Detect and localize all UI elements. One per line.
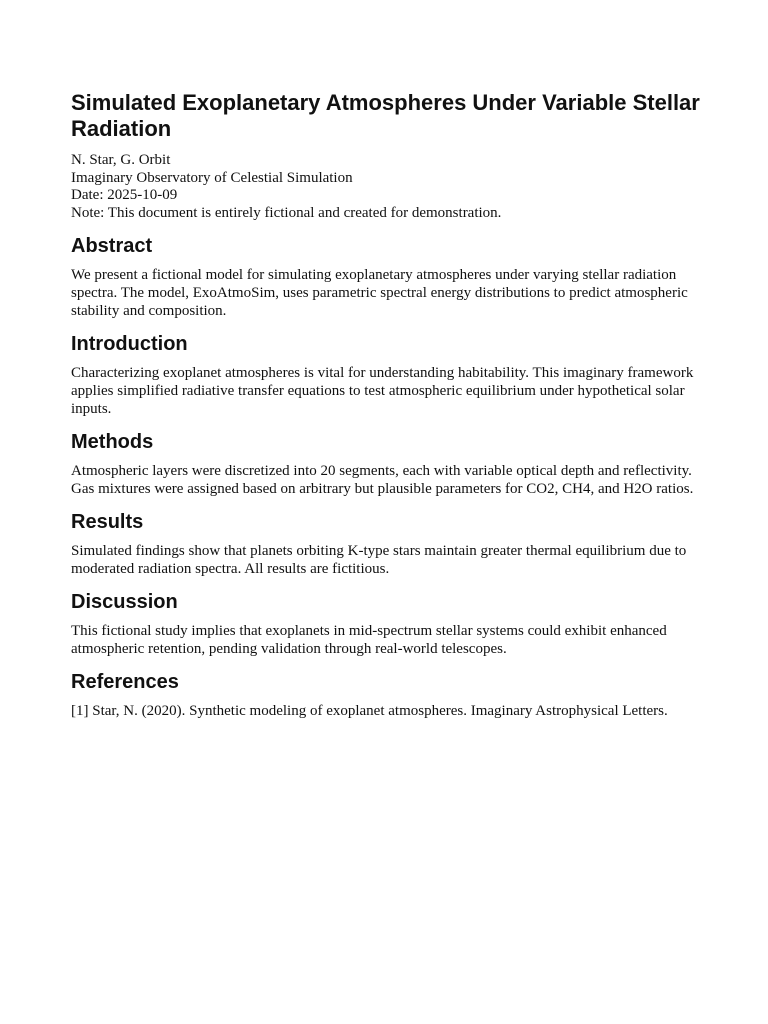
paper-date: Date: 2025-10-09 xyxy=(71,187,178,204)
paper-page xyxy=(71,90,701,720)
section-body-methods: Atmospheric layers were discretized into 20 segments, each with variable optical depth and reflectivity. Gas mixtures were assigned based on arbitrary but plausible parameters for CO2, CH4, and H2O ratios. xyxy=(71,463,694,498)
section-heading-methods: Methods xyxy=(71,431,154,454)
paper-note: Note: This document is entirely fictional and created for demonstration. xyxy=(71,204,502,221)
section-discussion xyxy=(71,590,701,658)
section-body-results: Simulated findings show that planets orbiting K-type stars maintain greater thermal equilibrium due to moderated radiation spectra. All results are fictitious. xyxy=(71,543,687,578)
paper-affiliation: Imaginary Observatory of Celestial Simulation xyxy=(71,169,353,186)
section-heading-discussion: Discussion xyxy=(71,591,178,614)
section-heading-references: References xyxy=(71,671,179,694)
section-heading-introduction: Introduction xyxy=(71,333,188,356)
section-body-abstract: We present a fictional model for simulating exoplanetary atmospheres under varying stellar radiation spectra. The model, ExoAtmoSim, uses parametric spectral energy distributions to predict atmospheric stability and composition. xyxy=(71,267,688,320)
section-methods xyxy=(71,430,701,498)
section-heading-results: Results xyxy=(71,511,144,534)
reference-item: [1] Star, N. (2020). Synthetic modeling of exoplanet atmospheres. Imaginary Astrophysical Letters. xyxy=(71,703,668,720)
section-heading-abstract: Abstract xyxy=(71,235,153,258)
section-introduction xyxy=(71,332,701,418)
section-references xyxy=(71,670,701,720)
paper-title: Simulated Exoplanetary Atmospheres Under Variable Stellar Radiation xyxy=(71,90,700,141)
section-abstract xyxy=(71,234,701,320)
paper-authors: N. Star, G. Orbit xyxy=(71,152,171,168)
section-body-discussion: This fictional study implies that exoplanets in mid-spectrum stellar systems could exhibit enhanced atmospheric retention, pending validation through real-world telescopes. xyxy=(71,623,667,658)
section-results xyxy=(71,510,701,578)
section-body-introduction: Characterizing exoplanet atmospheres is vital for understanding habitability. This imaginary framework applies simplified radiative transfer equations to test atmospheric equilibrium under hypothetical solar inputs. xyxy=(71,365,694,418)
paper-metadata xyxy=(71,152,701,222)
